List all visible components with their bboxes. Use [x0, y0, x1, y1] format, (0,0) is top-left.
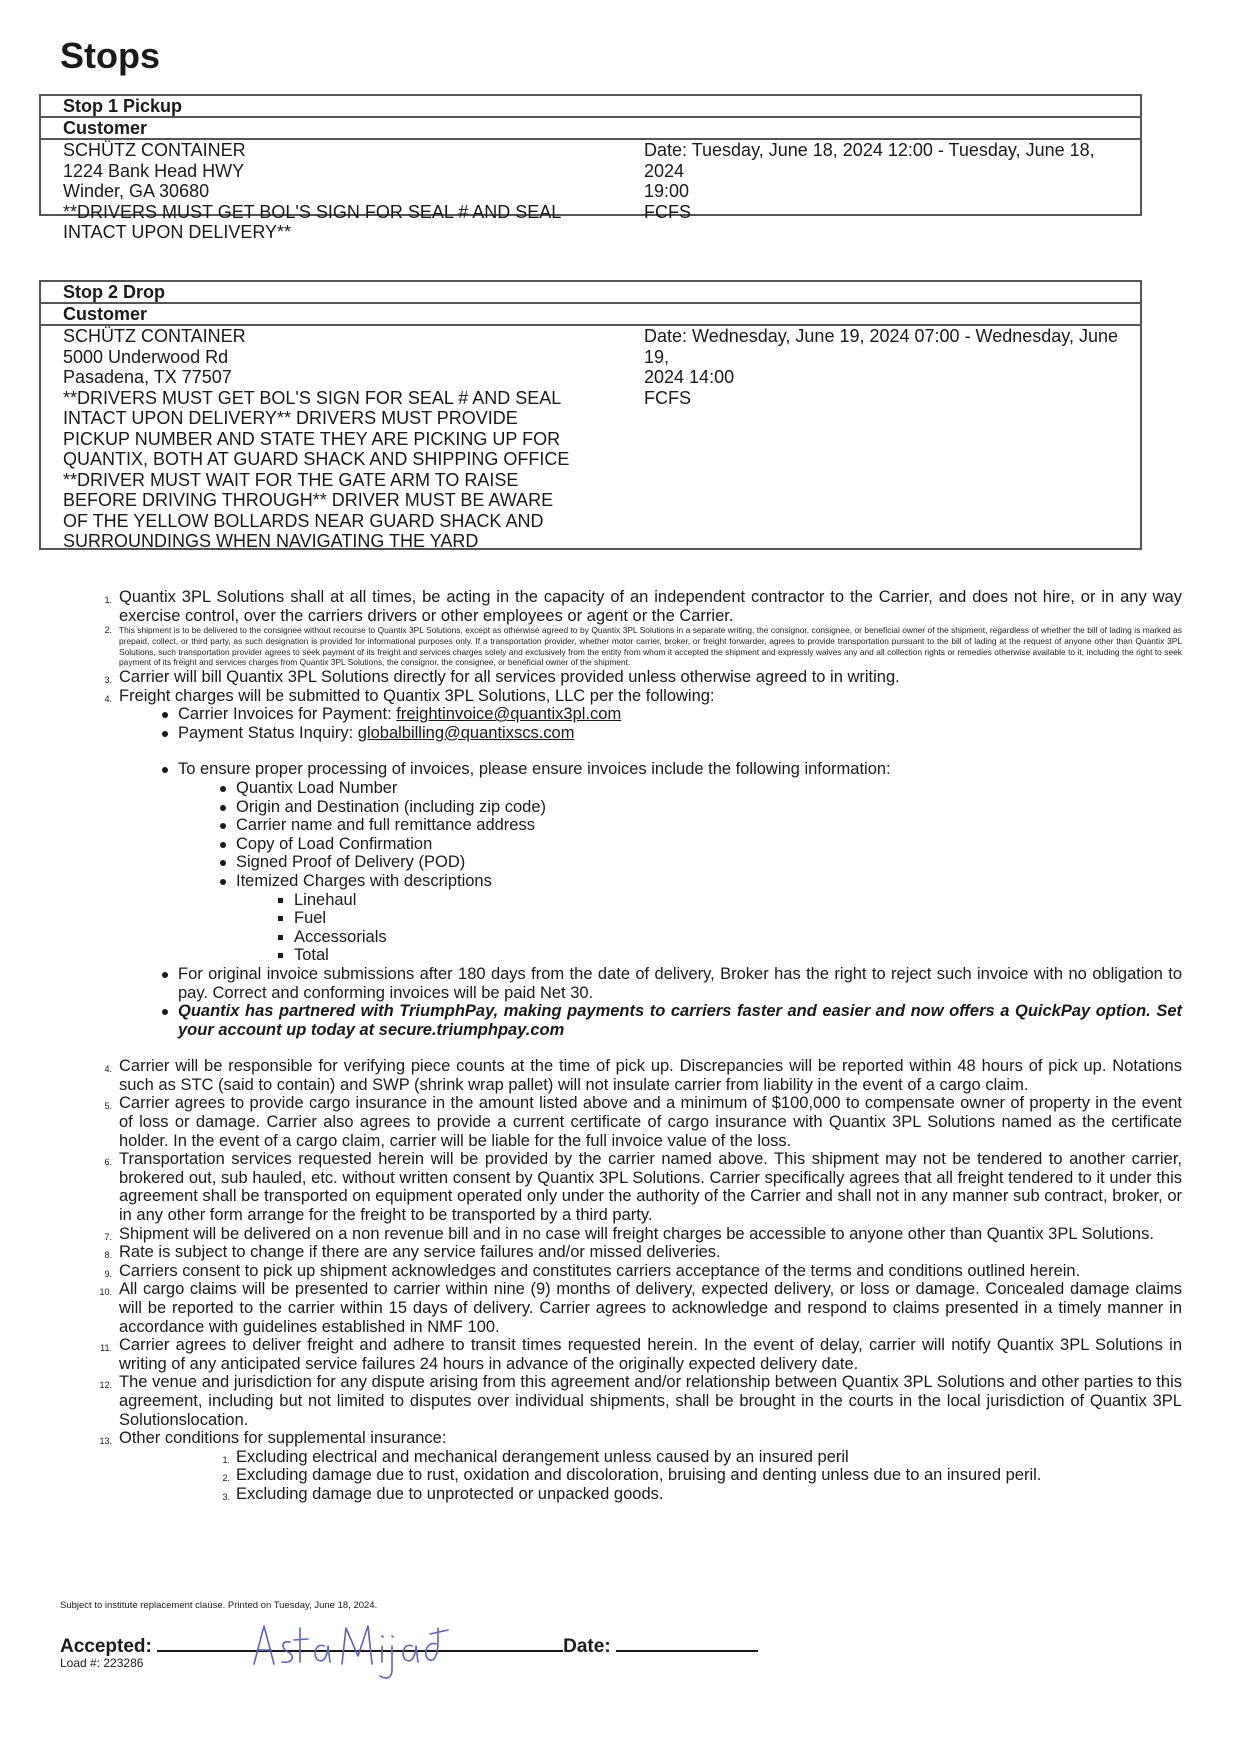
bullet-icon [162, 712, 168, 718]
address-line: BEFORE DRIVING THROUGH** DRIVER MUST BE AWARE [63, 490, 554, 510]
address-line: 5000 Underwood Rd [63, 346, 229, 367]
info-item-text: Itemized Charges with descriptions [236, 871, 492, 890]
bullet-icon [220, 823, 226, 829]
term-text: All cargo claims will be presented to carrier within nine (9) months of delivery, expected delivery, or loss or damage. Concealed damage claims will be reported to the carrier within 15 days of delivery. Carrier agrees to acknowledge and respond to claims presented in a timely manner in accordance with guidelines established in NMF 100. [119, 1280, 1182, 1336]
term-number: 8. [104, 1250, 112, 1261]
term-item [60, 1373, 1182, 1429]
term-number: 2. [104, 625, 112, 636]
bullet-icon [220, 842, 226, 848]
term-text: Carrier will be responsible for verifying piece counts at the time of pick up. Discrepancies will be reported within 48 hours of pick up. Notations such as STC (said to contain) and SWP (shrink wrap pallet) will not insulate carrier from liability in the event of a cargo claim. [119, 1057, 1182, 1094]
square-bullet-icon [278, 916, 283, 921]
stop-1-date [644, 140, 1124, 222]
term-number: 5. [104, 1101, 112, 1112]
terms-section [60, 588, 1182, 1504]
term-item [60, 625, 1182, 668]
stop-1-address [63, 140, 623, 243]
term-text: Carriers consent to pick up shipment acknowledges and constitutes carriers acceptance of the terms and conditions outlined herein. [119, 1261, 1081, 1280]
stop-1-customer-label: Customer [41, 118, 1140, 140]
invoice-email-link[interactable]: freightinvoice@quantix3pl.com [396, 705, 622, 724]
term-item [60, 1057, 1182, 1094]
original-invoice-text: For original invoice submissions after 180 days from the date of delivery, Broker has the right to reject such invoice with no obligation to pay. Correct and conforming invoices will be paid Net 30. [178, 964, 1182, 1002]
charge-item [60, 891, 1182, 910]
triumphpay-text: Quantix has partnered with TriumphPay, making payments to carriers faster and easier and now offers a QuickPay option. Set your account up today at secure.triumphpay.com [178, 1002, 1182, 1039]
date-line: Date: Wednesday, June 19, 2024 07:00 - Wednesday, June 19, [644, 326, 1124, 367]
condition-text: Excluding electrical and mechanical derangement unless caused by an insured peril [236, 1447, 849, 1466]
term-text: Quantix 3PL Solutions shall at all times, be acting in the capacity of an independent contractor to the Carrier, and does not hire, or in any way exercise control, over the carriers drivers or other employees or agent or the Carrier. [119, 588, 1182, 625]
bullet-icon [162, 972, 168, 978]
term-item [60, 668, 1182, 687]
triumphpay-note [60, 1002, 1182, 1039]
ensure-label: To ensure proper processing of invoices, please ensure invoices include the following information: [178, 760, 891, 779]
stop-2-address [63, 326, 623, 552]
term-text: This shipment is to be delivered to the consignee without recourse to Quantix 3PL Solutions, except as otherwise agreed to by Quantix 3PL Solutions in a separate writing, the consignor, consignee, or beneficial owner of the shipment, regardless of whether the bill of lading is marked as prepaid, collect, or third party, as such designation is provided for informational purposes only. If a transportation provider, whether motor carrier, broker, or freight forwarder, agrees to provide transportation pursuant to the bill of lading at the request of anyone other than Quantix 3PL Solutions, such transportation provider agrees to seek payment of its freight and services charges solely and exclusively from the entity from whom it accepted the shipment and expressly waives any and all collection rights or remedies otherwise available to it, including the right to seek payment of its freight and services charges from Quantix 3PL Solutions, the consignor, the consignee, or beneficial owner of the shipment. [119, 625, 1182, 668]
status-contact [60, 724, 1182, 743]
handwritten-signature [240, 1606, 450, 1686]
charge-item-text: Total [294, 946, 329, 965]
page-title: Stops [60, 35, 161, 76]
date-label: Date: [563, 1636, 611, 1657]
term-number: 10. [99, 1287, 112, 1298]
load-number: Load #: 223286 [60, 1656, 144, 1670]
term-text: Transportation services requested herein will be provided by the carrier named above. This shipment may not be tendered to another carrier, brokered out, sub hauled, etc. without written consent by Quantix 3PL Solutions. Carrier specifically agrees that all freight tendered to it under this agreement shall be transported on equipment operated only under the authority of the Carrier and shall not in any manner sub contract, broker, or in any other form arrange for the freight to be transported by a third party. [119, 1150, 1182, 1225]
address-line: SCHÜTZ CONTAINER [63, 140, 246, 160]
info-item [60, 835, 1182, 854]
term-text: Carrier agrees to provide cargo insurance in the amount listed above and a minimum of $100,000 to compensate owner of property in the event of loss or damage. Carrier also agrees to provide a current certificate of cargo insurance with Quantix 3PL Solutions named as the certificate holder. In the event of a cargo claim, carrier will be liable for the full invoice value of the loss. [119, 1094, 1182, 1150]
date-line: Date: Tuesday, June 18, 2024 12:00 - Tuesday, June 18, 2024 [644, 140, 1100, 181]
charge-item [60, 909, 1182, 928]
footer-note: Subject to institute replacement clause. Printed on Tuesday, June 18, 2024. [60, 1600, 378, 1611]
term-text: Carrier will bill Quantix 3PL Solutions directly for all services provided unless otherwise agreed to in writing. [119, 668, 900, 686]
address-line: **DRIVERS MUST GET BOL'S SIGN FOR SEAL # AND SEAL [63, 201, 562, 222]
term-number: 1. [104, 595, 112, 605]
term-number: 13. [99, 1436, 112, 1447]
accepted-label: Accepted: [60, 1636, 152, 1657]
term-number: 11. [100, 1343, 112, 1354]
term-number: 9. [104, 1268, 112, 1279]
stop-1-header: Stop 1 Pickup [41, 96, 1140, 118]
address-line: OF THE YELLOW BOLLARDS NEAR GUARD SHACK AND [63, 510, 544, 531]
ensure-text [60, 760, 1182, 779]
date-line: FCFS [644, 201, 691, 222]
term-text: Freight charges will be submitted to Quantix 3PL Solutions, LLC per the following: [119, 686, 715, 705]
charge-item-text: Accessorials [294, 927, 387, 946]
address-line: Pasadena, TX 77507 [63, 367, 232, 387]
square-bullet-icon [278, 935, 283, 940]
term-item [60, 1336, 1182, 1373]
address-line: SURROUNDINGS WHEN NAVIGATING THE YARD [63, 531, 479, 551]
term-text: Shipment will be delivered on a non revenue bill and in no case will freight charges be accessible to anyone other than Quantix 3PL Solutions. [119, 1224, 1154, 1243]
date-line: 19:00 [644, 181, 690, 201]
info-item [60, 853, 1182, 872]
address-line: INTACT UPON DELIVERY** DRIVERS MUST PROVIDE [63, 408, 518, 428]
bullet-icon [162, 767, 168, 773]
original-invoice-note [60, 965, 1182, 1002]
status-label: Payment Status Inquiry: [178, 723, 354, 742]
date-line: FCFS [644, 387, 691, 408]
term-item [60, 687, 1182, 706]
bullet-icon [162, 1009, 168, 1015]
square-bullet-icon [278, 898, 283, 903]
address-line: Winder, GA 30680 [63, 181, 210, 201]
term-text: Other conditions for supplemental insurance: [119, 1429, 447, 1448]
term-number: 12. [99, 1380, 112, 1391]
stop-2-header: Stop 2 Drop [41, 282, 1140, 304]
info-item-text: Carrier name and full remittance address [236, 816, 535, 835]
info-item [60, 816, 1182, 835]
term-item [60, 1280, 1182, 1336]
term-item [60, 588, 1182, 625]
charge-item-text: Fuel [294, 909, 327, 928]
term-text: Carrier agrees to deliver freight and adhere to transit times requested herein. In the event of delay, carrier will notify Quantix 3PL Solutions in writing of any anticipated service failures 24 hours in advance of the originally expected delivery date. [119, 1336, 1182, 1373]
stop-2-box [39, 280, 1142, 550]
term-number: 6. [104, 1157, 112, 1168]
address-line: SCHÜTZ CONTAINER [63, 326, 246, 346]
term-number: 4. [104, 693, 112, 704]
charge-item-text: Linehaul [294, 890, 357, 909]
term-item [60, 1243, 1182, 1262]
address-line: **DRIVERS MUST GET BOL'S SIGN FOR SEAL # AND SEAL [63, 387, 562, 408]
signature-strokes [254, 1626, 448, 1678]
condition-item [60, 1448, 1182, 1467]
term-text: Rate is subject to change if there are any service failures and/or missed deliveries. [119, 1243, 721, 1262]
status-email-link[interactable]: globalbilling@quantixscs.com [357, 723, 575, 742]
info-item-text: Quantix Load Number [236, 778, 398, 797]
condition-number: 1. [222, 1454, 230, 1465]
charge-item [60, 928, 1182, 947]
address-line: 1224 Bank Head HWY [63, 160, 245, 181]
stop-1-box [39, 94, 1142, 242]
invoice-contact [60, 705, 1182, 724]
info-item-text: Signed Proof of Delivery (POD) [236, 853, 466, 872]
term-number: 3. [104, 675, 112, 685]
condition-number: 2. [222, 1473, 230, 1484]
info-item [60, 798, 1182, 817]
address-line: QUANTIX, BOTH AT GUARD SHACK AND SHIPPING OFFICE [63, 449, 570, 469]
date-line: 2024 14:00 [644, 367, 735, 387]
term-number: 4. [104, 1064, 112, 1075]
condition-number: 3. [222, 1491, 230, 1502]
condition-item [60, 1466, 1182, 1485]
bullet-icon [220, 860, 226, 866]
bullet-icon [162, 731, 168, 737]
bullet-icon [220, 879, 226, 885]
info-item-text: Copy of Load Confirmation [236, 834, 433, 853]
condition-text: Excluding damage due to rust, oxidation and discoloration, bruising and denting unless due to an insured peril. [236, 1466, 1042, 1485]
condition-item [60, 1485, 1182, 1504]
date-field[interactable] [616, 1634, 758, 1652]
condition-text: Excluding damage due to unprotected or unpacked goods. [236, 1484, 664, 1503]
term-item [60, 1094, 1182, 1150]
term-text: The venue and jurisdiction for any dispute arising from this agreement and/or relationship between Quantix 3PL Solutions and other parties to this agreement, including but not limited to disputes over individual shipments, shall be brought in the courts in the local jurisdiction of Quantix 3PL Solutionslocation. [119, 1373, 1182, 1429]
term-number: 7. [104, 1231, 112, 1242]
stop-2-customer-label: Customer [41, 304, 1140, 326]
stop-2-date [644, 326, 1124, 408]
address-line: **DRIVER MUST WAIT FOR THE GATE ARM TO RAISE [63, 469, 519, 490]
info-item-text: Origin and Destination (including zip code) [236, 797, 547, 816]
address-line: INTACT UPON DELIVERY** [63, 222, 292, 242]
bullet-icon [220, 786, 226, 792]
invoice-label: Carrier Invoices for Payment: [178, 705, 392, 724]
charge-item [60, 946, 1182, 965]
term-item [60, 1150, 1182, 1224]
info-item [60, 872, 1182, 891]
term-item [60, 1429, 1182, 1448]
term-item [60, 1225, 1182, 1244]
bullet-icon [220, 805, 226, 811]
address-line: PICKUP NUMBER AND STATE THEY ARE PICKING UP FOR [63, 428, 561, 449]
term-item [60, 1262, 1182, 1281]
square-bullet-icon [278, 953, 283, 958]
info-item [60, 779, 1182, 798]
